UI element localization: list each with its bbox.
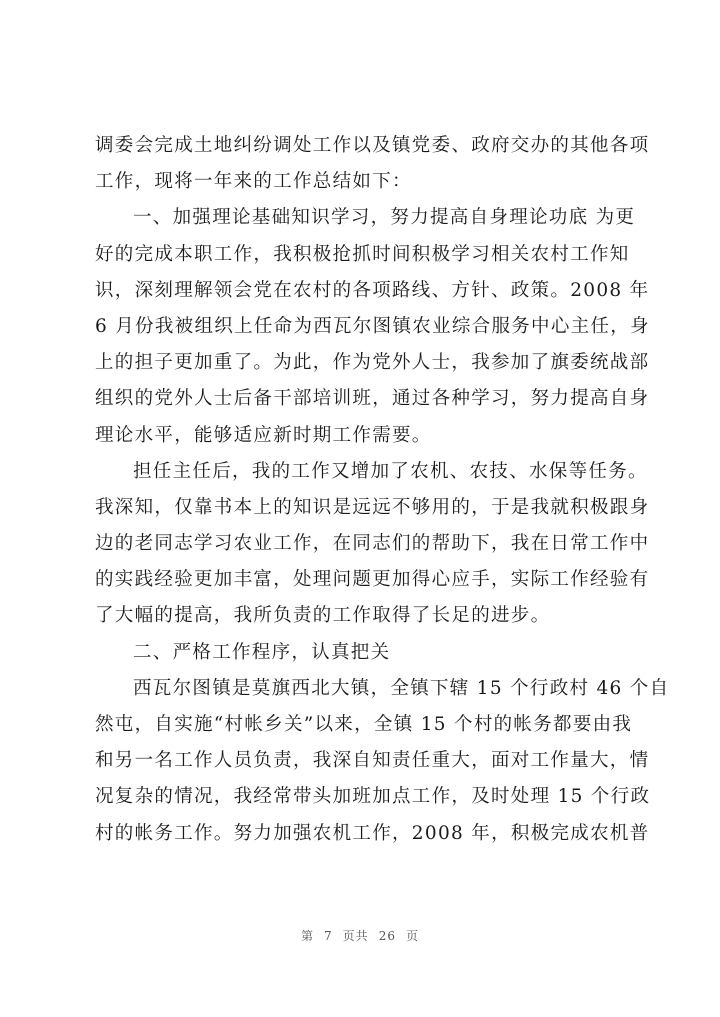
text-line-12: 边的老同志学习农业工作，在同志们的帮助下，我在日常工作中	[95, 533, 650, 555]
text-line-13: 的实践经验更加丰富，处理问题更加得心应手，实际工作经验有	[95, 569, 650, 591]
text-line-19: 况复杂的情况，我经常带头加班加点工作，及时处理 15 个行政	[95, 786, 651, 808]
text-line-14: 了大幅的提高，我所负责的工作取得了长足的进步。	[95, 605, 551, 627]
paragraph-start-2: 担任主任后，我的工作又增加了农机、农技、水保等任务。	[133, 460, 648, 482]
footer-prefix: 第	[301, 929, 315, 943]
text-line-6: 6 月份我被组织上任命为西瓦尔图镇农业综合服务中心主任，身	[95, 315, 650, 337]
text-line-2: 工作，现将一年来的工作总结如下：	[95, 171, 412, 193]
text-line-20: 村的帐务工作。努力加强农机工作，2008 年，积极完成农机普	[95, 822, 650, 844]
text-line-4: 好的完成本职工作，我积极抢抓时间积极学习相关农村工作知	[95, 243, 630, 265]
footer-page-number: 7	[324, 929, 333, 943]
text-line-17: 然屯，自实施“村帐乡关”以来，全镇 15 个村的帐务都要由我	[95, 714, 633, 735]
paragraph-start-3: 西瓦尔图镇是莫旗西北大镇，全镇下辖 15 个行政村 46 个自	[133, 677, 670, 699]
text-line-7: 上的担子更加重了。为此，作为党外人士，我参加了旗委统战部	[95, 352, 650, 374]
section-heading-2: 二、严格工作程序，认真把关	[133, 641, 391, 663]
footer-middle: 页共	[342, 929, 369, 943]
section-heading-1: 一、加强理论基础知识学习，努力提高自身理论功底 为更	[133, 207, 636, 229]
text-line-18: 和另一名工作人员负责，我深自知责任重大，面对工作量大，情	[95, 750, 650, 772]
footer-total-pages: 26	[378, 929, 396, 943]
text-line-9: 理论水平，能够适应新时期工作需要。	[95, 424, 432, 446]
body-text	[95, 128, 670, 852]
text-line-1: 调委会完成土地纠纷调处工作以及镇党委、政府交办的其他各项	[95, 135, 650, 156]
text-line-5: 识，深刻理解领会党在农村的各项路线、方针、政策。2008 年	[95, 279, 650, 301]
text-line-11: 我深知，仅靠书本上的知识是远远不够用的，于是我就积极跟身	[95, 496, 650, 518]
text-line-8: 组织的党外人士后备干部培训班，通过各种学习，努力提高自身	[95, 388, 650, 410]
page-footer	[0, 927, 720, 944]
footer-suffix: 页	[405, 929, 419, 943]
